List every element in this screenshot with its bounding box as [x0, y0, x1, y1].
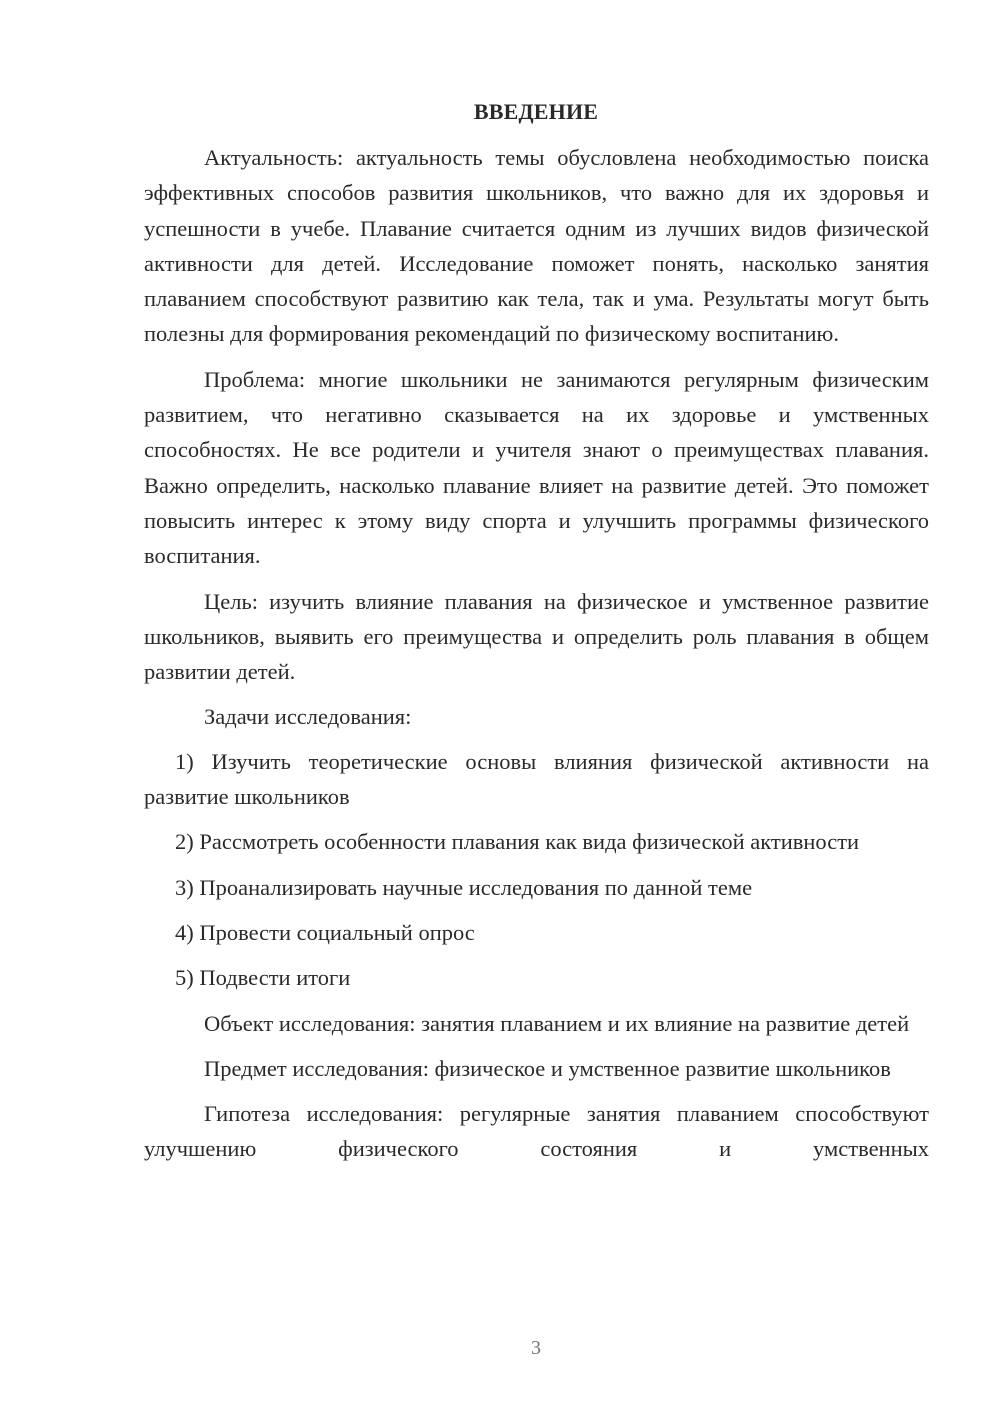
page-number: 3	[531, 1337, 541, 1359]
task-item: 4) Провести социальный опрос	[175, 919, 475, 945]
paragraph-subject: Предмет исследования: физическое и умственное развитие школьников	[204, 1055, 891, 1081]
section-title: ВВЕДЕНИЕ	[473, 99, 599, 124]
task-item: 2) Рассмотреть особенности плавания как вида физической активности	[175, 829, 860, 855]
document-body	[144, 140, 929, 1177]
task-item: 3) Проанализировать научные исследования по данной теме	[175, 874, 753, 900]
paragraph-tasks-heading: Задачи исследования:	[204, 704, 412, 730]
paragraph-hypothesis: Гипотеза исследования: регулярные занятия плаванием способствуют улучшению физического состояния и умственных	[144, 1101, 929, 1162]
paragraph-goal: Цель: изучить влияние плавания на физическое и умственное развитие школьников, выявить его преимущества и определить роль плавания в общем развитии детей.	[144, 588, 929, 685]
paragraph-problem: Проблема: многие школьники не занимаются регулярным физическим развитием, что негативно сказывается на их здоровье и умственных способностях. Не все родители и учителя знают о преимуществах плавания. Важно определить, насколько плавание влияет на развитие детей. Это поможет повысить интерес к этому виду спорта и улучшить программы физического воспитания.	[144, 366, 929, 569]
paragraph-object: Объект исследования: занятия плаванием и их влияние на развитие детей	[204, 1010, 910, 1036]
paragraph-relevance: Актуальность: актуальность темы обусловлена необходимостью поиска эффективных способов развития школьников, что важно для их здоровья и успешности в учебе. Плавание считается одним из лучших видов физической активности для детей. Исследование поможет понять, насколько занятия плаванием способствуют развитию как тела, так и ума. Результаты могут быть полезны для формирования рекомендаций по физическому воспитанию.	[144, 145, 929, 347]
task-item: 1) Изучить теоретические основы влияния физической активности на развитие школьников	[144, 748, 929, 810]
task-item: 5) Подвести итоги	[175, 965, 351, 991]
